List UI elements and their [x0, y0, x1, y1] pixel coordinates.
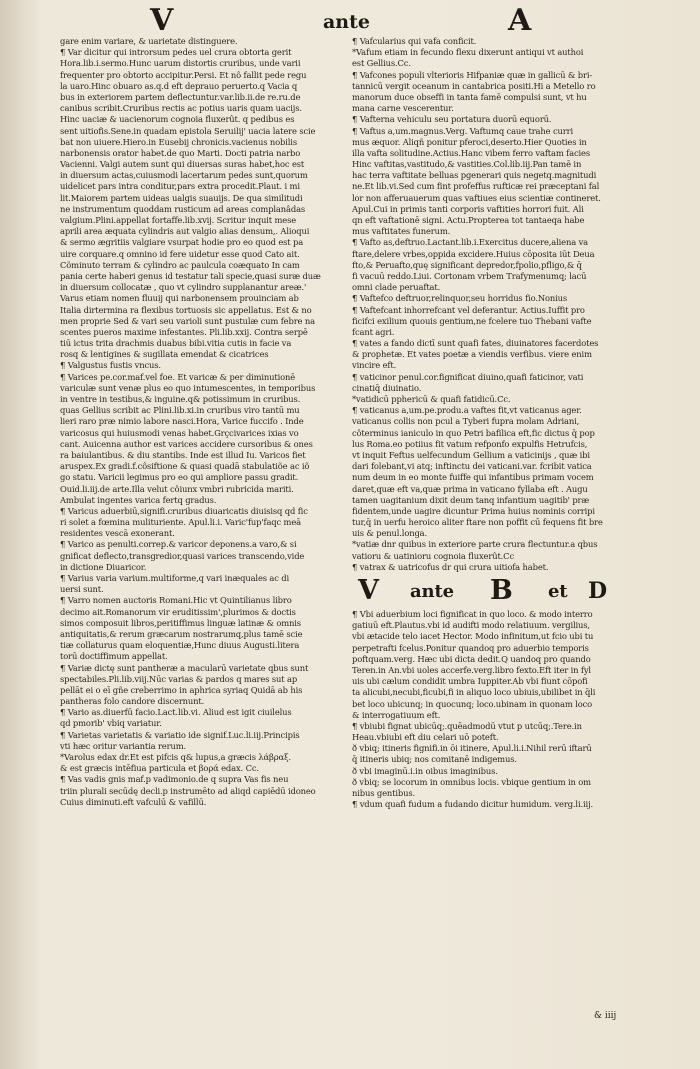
text-line: ¶ Vaftefcant inhorrefcant vel deferantur. Actius.Iuffit pro	[352, 304, 585, 315]
text-line: vbi ætacide telo iacet Hector. Modo infinitum,ut fcio ubi tu	[352, 631, 594, 642]
text-line: ¶ Varius varia varium.multiforme,q vari inæquales ac di	[60, 573, 290, 583]
text-line: ¶ Varicus aduerbiū,signifi.cruribus diuaricatis diuisisq qd fic	[60, 505, 308, 516]
text-line: residentes vescā exonerant.	[60, 528, 175, 539]
right-column-bottom-entries	[352, 609, 642, 810]
right-text-column	[352, 36, 642, 810]
text-line: vincire eft.	[352, 360, 397, 371]
text-line: aprili area æquata cylindris aut valgio alias densum,. Alioqui	[60, 226, 310, 237]
text-line: lus Roma.eo potiius fit vatum refponfo expulfis Hetrufcis,	[352, 438, 588, 449]
text-line: omni clade peruaftat.	[352, 282, 441, 293]
text-line: ¶ Vafcularius qui vafa conficit.	[352, 36, 477, 46]
text-line: in dictione Diuaricor.	[60, 561, 147, 572]
header-initial-right: A	[508, 3, 532, 38]
text-line: scentes pueros maxime infestantes. Pli.lib.xxij. Contra serpē	[60, 326, 308, 337]
text-line: ¶ Varro nomen auctoris Romani.Hic vt Quintilianus libro	[60, 595, 292, 606]
text-line: Apul.Cui in primis tanti corporis vaftities horrori fuit. Ali	[352, 203, 584, 214]
text-line: *vatiæ dnr quibus in exteriore parte crura flectuntur.a qbus	[352, 539, 598, 550]
sub-header-word-et: et	[548, 581, 568, 602]
right-column-top-entries	[352, 36, 642, 573]
signature-mark: & iiij	[594, 1011, 617, 1021]
text-line: mus vaftitates funerum.	[352, 226, 451, 237]
text-line: côterminus ianiculo in quo Petri bafilica eft,fic dictus q̄ pop	[352, 427, 595, 438]
text-line: ¶ vatrax & uatricofus dr qui crura uitiofa habet.	[352, 561, 549, 572]
text-line: Cuius diminuti.eft vafculū & vafillū.	[60, 796, 207, 807]
text-line: ¶ Vbi aduerbium loci fignificat in quo loco. & modo interro	[352, 609, 593, 619]
text-line: uis & penul.longa.	[352, 528, 428, 539]
text-line: uire corquare.q omnino id fere uidetur esse quod Cato ait.	[60, 248, 300, 259]
text-line: go statu. Varicii legimus pro eo qui ampliore passu gradit.	[60, 472, 299, 483]
text-line: ¶ Vafto as,deftruo.Lactant.lib.i.Exercitus ducere,aliena va	[352, 237, 589, 248]
text-line: fto,& Peruafto,quę significant depredor,fpolio,pfligo,& q̄	[352, 259, 582, 270]
text-line: ¶ Variæ dictę sunt pantheræ a macularū varietate qbus sunt	[60, 662, 309, 673]
text-line: pellāt ei o eī gñe creberrimo in aphrica syriaq Quidā ab his	[60, 684, 303, 695]
text-line: hac terra vaftitate belluas pgenerari quis negetq.magnitudi	[352, 170, 597, 181]
text-line: tiū ictus trita drachmis duabus bibi.vitia cutis in facie va	[60, 338, 292, 349]
text-line: Cöminuto terram & cylindro ac paulcula coæquato In cam	[60, 259, 300, 270]
text-line: *Vafum etiam in fecundo flexu dixerunt antiqui vt authoi	[352, 47, 584, 58]
text-line: cant. Auicenna author est varices accidere cursoribus & ones	[60, 438, 313, 449]
text-line: Ouid.li.iij.de arte.Illa velut côiunx vmbri rubricida mariti.	[60, 483, 294, 494]
text-line: illa vafta solitudine.Actius.Hanc vibem ferro vaftam facies	[352, 147, 590, 158]
text-line: bat non uiuere.Hiero.in Eusebij chronicis.vacienus nobilis	[60, 136, 297, 147]
text-line: ¶ Var dicitur qui introrsum pedes uel crura obtorta gerit	[60, 47, 292, 58]
text-line: torū doctiffimum appellat.	[60, 651, 168, 662]
text-line: Hinc vaftitas,vastitudo,& vastities.Col.lib.iij.Pan tamē in	[352, 159, 582, 170]
text-line: vaticanus collis non pcul a Tyberi fupra molam Adriani,	[352, 416, 580, 427]
left-text-column	[60, 36, 342, 808]
text-line: ¶ Vas vadis gnis maf.p vadimonio.de q supra Vas fis neu	[60, 774, 289, 785]
text-line: *vatidicū pphericū & quafi fatidicū.Cc.	[352, 394, 511, 404]
text-line: & est græcis intēfiua particula et βορά edax. Cc.	[60, 763, 259, 774]
text-line: cinatiq̄ diuinatio.	[352, 382, 422, 393]
text-line: num deum in eo monte fuiffe qui infantibus primam vocem	[352, 472, 594, 483]
text-line: ¶ Vaftus a,um.magnus.Verg. Vaftumq caue trahe curri	[352, 125, 573, 136]
header-initial-left: V	[150, 3, 174, 38]
text-line: fi vacuū reddo.Liui. Cortonam vrbem Trafymenumq; lacū	[352, 270, 587, 281]
text-line: in diuersum collocatæ , quo vt cylindro supplanantur areæ.'	[60, 282, 307, 293]
text-line: narbonensis orator habet.de quo Marti. Docti patria narbo	[60, 147, 301, 158]
text-line: tamen uagitanium dixit deum tanq infantium uagitib' præ	[352, 494, 590, 505]
text-line: lieri raro præ nimio labore nasci.Hora, Varice fuccifo . Inde	[60, 416, 304, 427]
running-header	[0, 4, 700, 38]
text-line: ¶ vaticinor penul.cor.fignificat diuino,quafi faticinor, vati	[352, 371, 584, 382]
text-line: frequenter pro obtorto accipitur.Persi. Et nô fallit pede regu	[60, 69, 307, 80]
text-line: Hora.lib.i.sermo.Hunc uarum distortis cruribus, unde varii	[60, 58, 301, 69]
text-line: tur,q̄ in uerfu heroico aliter ftare non poffit cū fequens fit bre	[352, 517, 603, 528]
text-line: Varus etiam nomen fluuij qui narbonensem prouinciam ab	[60, 293, 299, 304]
text-line: ¶ Vario as.diuerfū facio.Lact.lib.vi. Aliud est igit ciuilelus	[60, 707, 292, 718]
text-line: decimo ait.Romanorum vir eruditissim',plurimos & doctis	[60, 606, 296, 617]
text-line: ra baiulantibus. & diu stantibs. Inde est illud Iu. Varicos fiet	[60, 449, 306, 460]
text-line: sent uitiofis.Sene.in quadam epistola Seruilij' uacia latere scie	[60, 125, 316, 136]
text-line: ¶ Vafcones populi vlterioris Hifpaniæ quæ in gallicū & bri-	[352, 69, 593, 80]
text-line: qd pmorib' vbiq variatur.	[60, 718, 162, 729]
sub-header-initial-b: B	[490, 575, 513, 606]
text-line: Ambulat ingentes varica fertq gradus.	[60, 494, 217, 505]
text-line: & interrogatiuum eft.	[352, 709, 441, 720]
text-line: rosq & lentigines & sugillata emendat & cicatrices	[60, 349, 269, 360]
text-line: vatioru & uatinioru cognoia fluxerût.Cc	[352, 550, 514, 561]
text-line: & prophetæ. Et vates poetæ a viendis verfibus. viere enim	[352, 349, 592, 360]
text-line: dari folebant,vi atq; inftinctu dei vaticani.var. fcribit vatica	[352, 461, 592, 472]
text-line: la uaro.Hinc obuaro as.q.d eft deprauo peruerto.q Vacia q	[60, 80, 298, 91]
text-line: simos composuit libros,peritiffimus linguæ latinæ & omnis	[60, 617, 301, 628]
text-line: antiquitatis,& rerum græcarum nostrarumq,plus tamē scie	[60, 628, 303, 639]
page-gutter-shadow	[0, 0, 40, 1069]
text-line: Heau.vbiubi eft diu celari uō poteft.	[352, 732, 499, 743]
text-line: vt inquit Feftus uelfecundum Gellium a vaticinijs , quæ ibi	[352, 449, 590, 460]
text-line: daret,quæ eft va,quæ prima in vaticano fyllaba eft . Augu	[352, 483, 588, 494]
text-line: variculæ sunt venæ plus eo quo intumescentes, in temporibus	[60, 382, 316, 393]
text-line: ¶ vbiubi fignat ubicūq;.quēadmodū vtut p utcūq;.Tere.in	[352, 720, 582, 731]
text-line: est Gellius.Cc.	[352, 58, 411, 69]
text-line: nibus gentibus.	[352, 788, 416, 798]
text-line: & sermo ægritiis valgiare vsurpat hodie pro eo quod est pa	[60, 237, 304, 248]
text-line: ne.Et lib.vi.Sed cum fint profeffus rufticæ rei præceptani fal	[352, 181, 600, 192]
text-line: ¶ vates a fando dictī sunt quafi fates, diuinatores facerdotes	[352, 338, 599, 349]
text-line: ¶ vaticanus a,um.pe.produ.a vaftes fit,vt vaticanus ager.	[352, 405, 582, 416]
text-line: ftare,delere vrbes,oppida excidere.Huius cōposita iūt Deua	[352, 248, 595, 259]
text-line: mana carne vescerentur.	[352, 103, 454, 114]
text-line: tannicū vergit oceanum in cantabrica positi.Hi a Metello ro	[352, 80, 596, 91]
sub-header-word-ante: ante	[410, 581, 454, 602]
text-line: fidentem,unde uagire dicuntur Prima huius nominis corripi	[352, 505, 595, 516]
header-running-word: ante	[323, 11, 370, 33]
text-line: ¶ Vafterna vehiculu seu portatura duorū equorū.	[352, 114, 552, 125]
text-line: fcant agri.	[352, 326, 395, 337]
text-line: ð vbiq; se locorum in omnibus locis. vbique gentium in om	[352, 776, 591, 787]
text-line: vti hæc oritur variantia rerum.	[60, 740, 187, 751]
text-line: pania certe haberi genus id testatur tali specie,quasi suræ duæ	[60, 270, 321, 281]
text-line: men proprie Sed & vari seu varioli sunt pustulæ cum febre na	[60, 315, 315, 326]
text-line: ¶ Varietas varietatis & variatio ide signif.Luc.li.iij.Principis	[60, 729, 300, 740]
text-line: manorum duce obseffi in tanta famē compulsi sunt, vt hu	[352, 91, 587, 102]
text-line: pantheras folo candore discernunt.	[60, 696, 205, 707]
text-line: in ventre in testibus,& inguine.q& potissimum in cruribus.	[60, 394, 301, 404]
text-line: ri solet a fœmina mulituriente. Apul.li.i. Varic'fup'faqc meā	[60, 517, 301, 528]
text-line: Vacienni. Valgi autem sunt qui diuersas suras habet,hoc est	[60, 159, 305, 170]
text-line: perpetrafti fcelus.Ponitur quandoq pro aduerbio temporis	[352, 642, 589, 653]
text-line: ¶ vdum quafi fudum a fudando dicitur humidum. verg.li.iij.	[352, 799, 593, 810]
text-line: ð vbi imaginū.i.in oibus imaginibus.	[352, 765, 498, 776]
text-line: lit.Maiorem partem uideas ualgis suauijs. De qua similitudi	[60, 192, 303, 203]
text-line: ð vbiq; itineris fignifi.in ōi itinere, Apul.li.i.Nihil rerū iftarū	[352, 743, 592, 754]
text-line: ¶ Varices pe.cor.maf.vel foe. Et varicæ & per diminutionē	[60, 371, 296, 382]
text-line: bus in exteriorem partem deflectuntur.var.lib.ii.de re.ru.de	[60, 91, 301, 102]
text-line: lor non afferuauerum quas vaftiues eius scientiæ contineret.	[352, 192, 601, 203]
text-line: uis ubi cælum condidit umbra Iuppiter.Ab vbi fiunt cōpofi	[352, 676, 588, 687]
text-line: uidelicet pars intra conditur,pars extra procedit.Plaut. i mi	[60, 181, 300, 192]
text-line: *Varolus edax dr.Et est pifcis q& lupus,a græcis λάβραξ.	[60, 752, 291, 762]
text-line: gare enim variare, & uarietate distinguere.	[60, 36, 238, 46]
text-line: ¶ Valgustus fustis vncus.	[60, 360, 161, 371]
text-line: valgium.Plini.appellat fortaffe.lib.xvij. Scritur inquit mese	[60, 215, 297, 225]
text-line: mus æquor. Aliqñ ponitur pferoci,deserto.Hier Quoties in	[352, 136, 587, 147]
text-line: aruspex.Ex gradi.f.côsiftione & quasi quadā stabulatiõe ac iõ	[60, 461, 310, 472]
text-line: q̄ itineris ubiq; nos comitanē indigemus.	[352, 754, 517, 765]
text-line: poftquam.verg. Hæc ubi dicta dedit.Q uandoq pro quando	[352, 653, 591, 664]
text-line: gnificat deflecto,transgredior,quasi varices transcendo,vide	[60, 550, 305, 561]
text-line: uersi sunt.	[60, 584, 104, 595]
text-line: Hinc uaciæ & uacienorum cognoia fluxerût. q pedibus es	[60, 114, 295, 125]
section-sub-header	[352, 575, 642, 609]
text-line: ¶ Varico as penulti.correp.& varicor deponens.a varo,& si	[60, 539, 297, 550]
text-line: Teren.in An.vbi uoles accerfe.verg.libro fexto.Eft iter in fyl	[352, 664, 591, 675]
text-line: gatiuū eft.Plautus.vbi id audifti modo relatiuum. vergilius,	[352, 620, 590, 631]
sub-header-initial-v: V	[358, 575, 379, 606]
text-line: ne instrumentum quoddam rusticum ad areas complanâdas	[60, 203, 306, 214]
text-line: tiæ collaturus quam eloquentiæ,Hunc diuus Augusti.litera	[60, 640, 300, 651]
text-line: bet loco ubicunq; in quocunq; loco.ubinam in quonam loco	[352, 698, 593, 709]
sub-header-initial-d: D	[588, 578, 607, 604]
text-line: spectabiles.Pli.lib.viij.Nūc varias & pardos q mares sut ap	[60, 673, 298, 684]
text-line: varicosus qui huiusmodi venas habet.Grçcivarices ixias vo	[60, 427, 299, 438]
text-line: ¶ Vaftefco deftruor,relinquor,seu horridus fio.Nonius	[352, 293, 568, 304]
text-line: canibus scribit.Cruribus rectis ac potius uaris quam uacijs.	[60, 103, 302, 114]
text-line: qn eft vaftationē signi. Actu.Propterea tot tantaeqa habe	[352, 215, 585, 225]
text-line: quas Gellius scribit ac Plini.lib.xi.in cruribus viro tantū mu	[60, 405, 300, 416]
text-line: Italia dirtermina ra flexibus tortuosis sic appellatus. Est & no	[60, 304, 312, 315]
text-line: in diuersum actas,cuiusmodi lacertarum pedes sunt,quorum	[60, 170, 308, 181]
text-line: triin plurali secūdę decli.p instrumēto ad aliqd capiēdū idoneo	[60, 785, 316, 796]
text-line: ficifci exilium quouis gentium,ne fcelere tuo Thebani vafte	[352, 315, 592, 326]
text-line: ta alicubi,necubi,ficubi,fi in aliquo loco ubiuis,ubilibet in q̄li	[352, 687, 596, 698]
